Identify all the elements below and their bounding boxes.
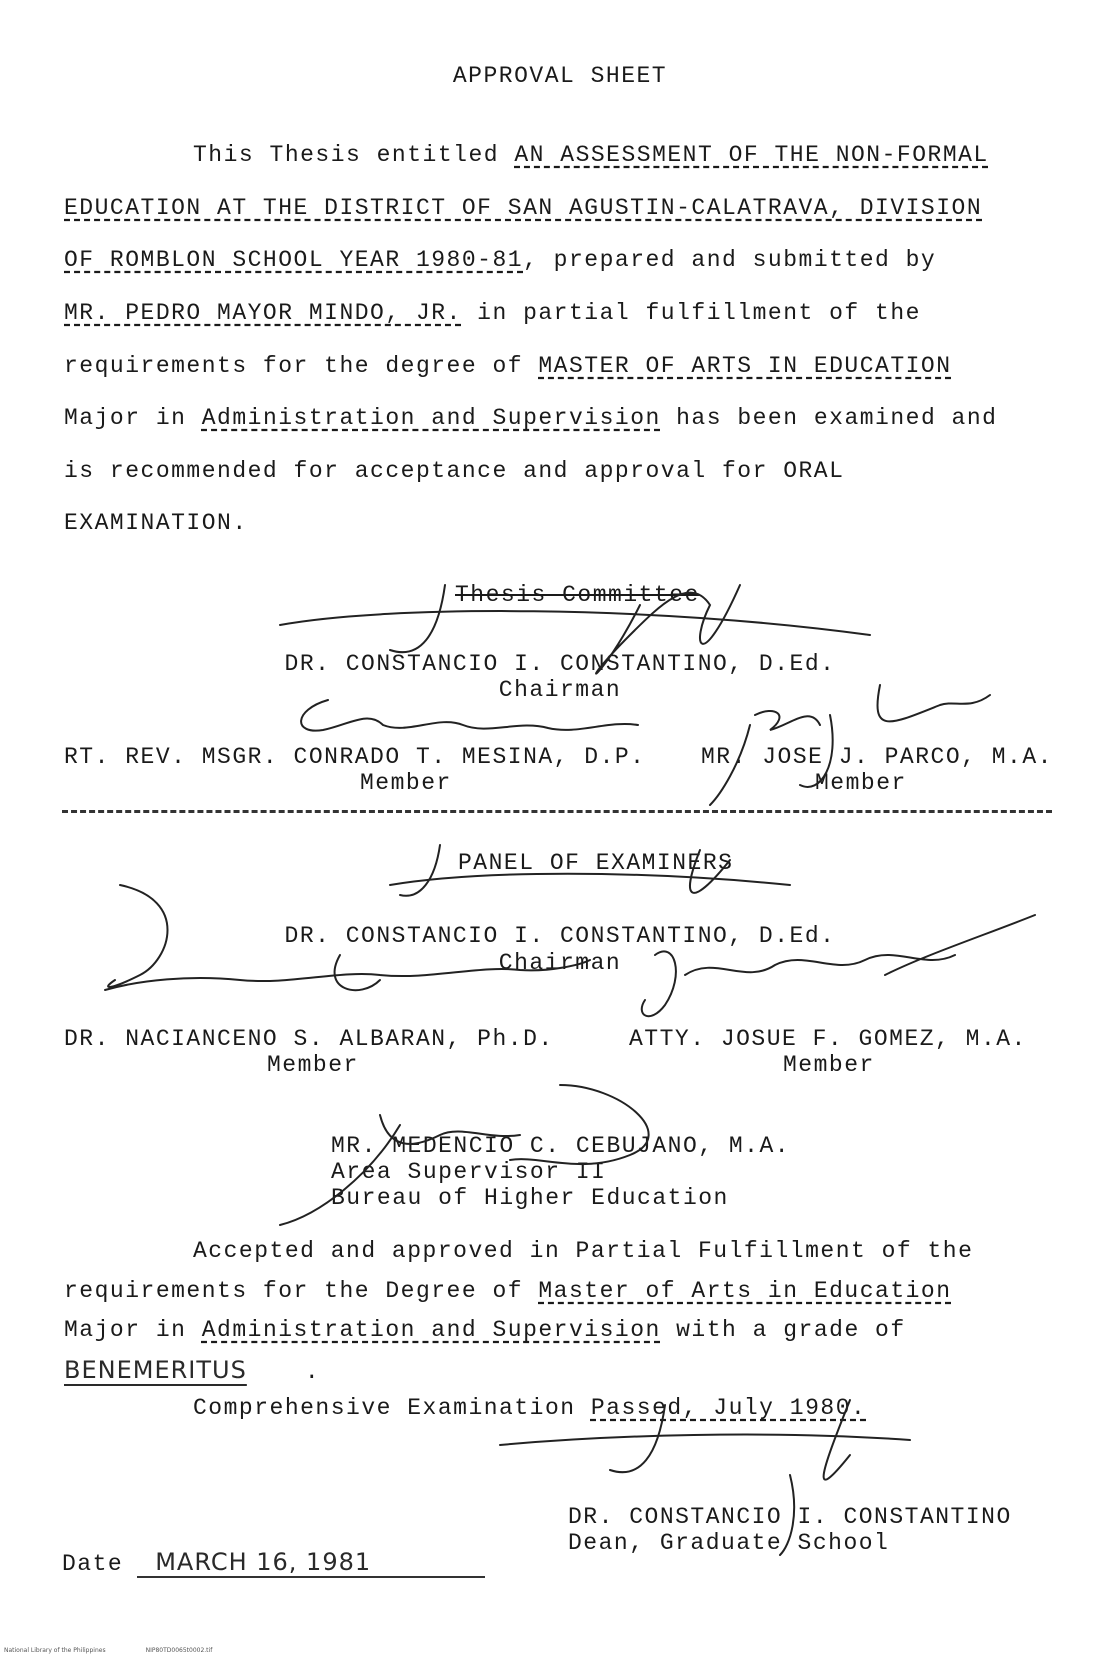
major-name: Administration and Supervision	[201, 405, 661, 431]
page-title: APPROVAL SHEET	[452, 63, 668, 89]
body-line-4: MR. PEDRO MAYOR MINDO, JR. in partial fulfillment of the	[64, 300, 921, 326]
acceptance-line-2: requirements for the Degree of Master of Arts in Education	[64, 1278, 952, 1304]
author-name: MR. PEDRO MAYOR MINDO, JR.	[64, 300, 462, 326]
committee-member-1-name: RT. REV. MSGR. CONRADO T. MESINA, D.P.	[64, 744, 646, 770]
panel-chair-role: Chairman	[498, 950, 622, 976]
section-divider	[62, 810, 1052, 813]
committee-heading: Thesis Committee	[455, 582, 700, 608]
panel-member-3-signature	[260, 1065, 680, 1225]
footer-line	[4, 1647, 212, 1654]
body-line-8: EXAMINATION.	[64, 510, 248, 536]
acceptance-line-3: Major in Administration and Supervision with a grade of	[64, 1317, 906, 1343]
grade-value: BENEMERITUS	[64, 1356, 247, 1384]
committee-chair-name: DR. CONSTANCIO I. CONSTANTINO, D.Ed.	[284, 651, 836, 677]
committee-member-1-role: Member	[360, 770, 452, 796]
panel-member-3-name: MR. MEDENCIO C. CEBUJANO, M.A.	[331, 1133, 791, 1159]
body-line-3: OF ROMBLON SCHOOL YEAR 1980-81, prepared and submitted by	[64, 247, 937, 273]
dean-title: Dean, Graduate School	[568, 1530, 890, 1556]
panel-member-2-name: ATTY. JOSUE F. GOMEZ, M.A.	[629, 1026, 1027, 1052]
panel-member-2-signature	[625, 915, 1045, 1065]
date-value: MARCH 16, 1981	[137, 1548, 485, 1578]
comprehensive-exam-line: Comprehensive Examination Passed, July 1980.	[193, 1395, 867, 1421]
file-name: NIP80TD0065t0002.tif	[145, 1647, 213, 1654]
panel-member-3-title: Area Supervisor II	[331, 1159, 607, 1185]
panel-member-1-signature	[80, 880, 600, 1030]
panel-member-2-role: Member	[783, 1052, 875, 1078]
library-credit: National Library of the Philippines	[4, 1647, 106, 1654]
panel-member-1-name: DR. NACIANCENO S. ALBARAN, Ph.D.	[64, 1026, 554, 1052]
committee-member-1-signature	[288, 690, 648, 760]
committee-chair-role: Chairman	[498, 677, 622, 703]
body-line-5: requirements for the degree of MASTER OF ARTS IN EDUCATION	[64, 353, 952, 379]
panel-member-1-role: Member	[267, 1052, 359, 1078]
thesis-title: AN ASSESSMENT OF THE NON-FORMAL	[514, 142, 989, 168]
committee-member-2-signature	[680, 655, 1000, 805]
date-line: Date MARCH 16, 1981	[62, 1548, 485, 1578]
acceptance-line-1: Accepted and approved in Partial Fulfillment of the	[193, 1238, 974, 1264]
body-line-6: Major in Administration and Supervision has been examined and	[64, 405, 998, 431]
panel-chair-name: DR. CONSTANCIO I. CONSTANTINO, D.Ed.	[284, 923, 836, 949]
body-line-2: EDUCATION AT THE DISTRICT OF SAN AGUSTIN-CALATRAVA, DIVISION	[64, 195, 983, 221]
body-line-7: is recommended for acceptance and approval for ORAL	[64, 458, 845, 484]
dean-name: DR. CONSTANCIO I. CONSTANTINO	[568, 1504, 1012, 1530]
committee-member-2-role: Member	[815, 770, 907, 796]
body-line-1: This Thesis entitled AN ASSESSMENT OF THE NON-FORMAL	[193, 142, 989, 168]
panel-heading: PANEL OF EXAMINERS	[458, 850, 734, 876]
grade-line: BENEMERITUS .	[64, 1356, 321, 1385]
dean-signature	[490, 1385, 930, 1555]
committee-member-2-name: MR. JOSE J. PARCO, M.A.	[701, 744, 1053, 770]
panel-member-3-org: Bureau of Higher Education	[331, 1185, 729, 1211]
degree-name: MASTER OF ARTS IN EDUCATION	[538, 353, 952, 379]
